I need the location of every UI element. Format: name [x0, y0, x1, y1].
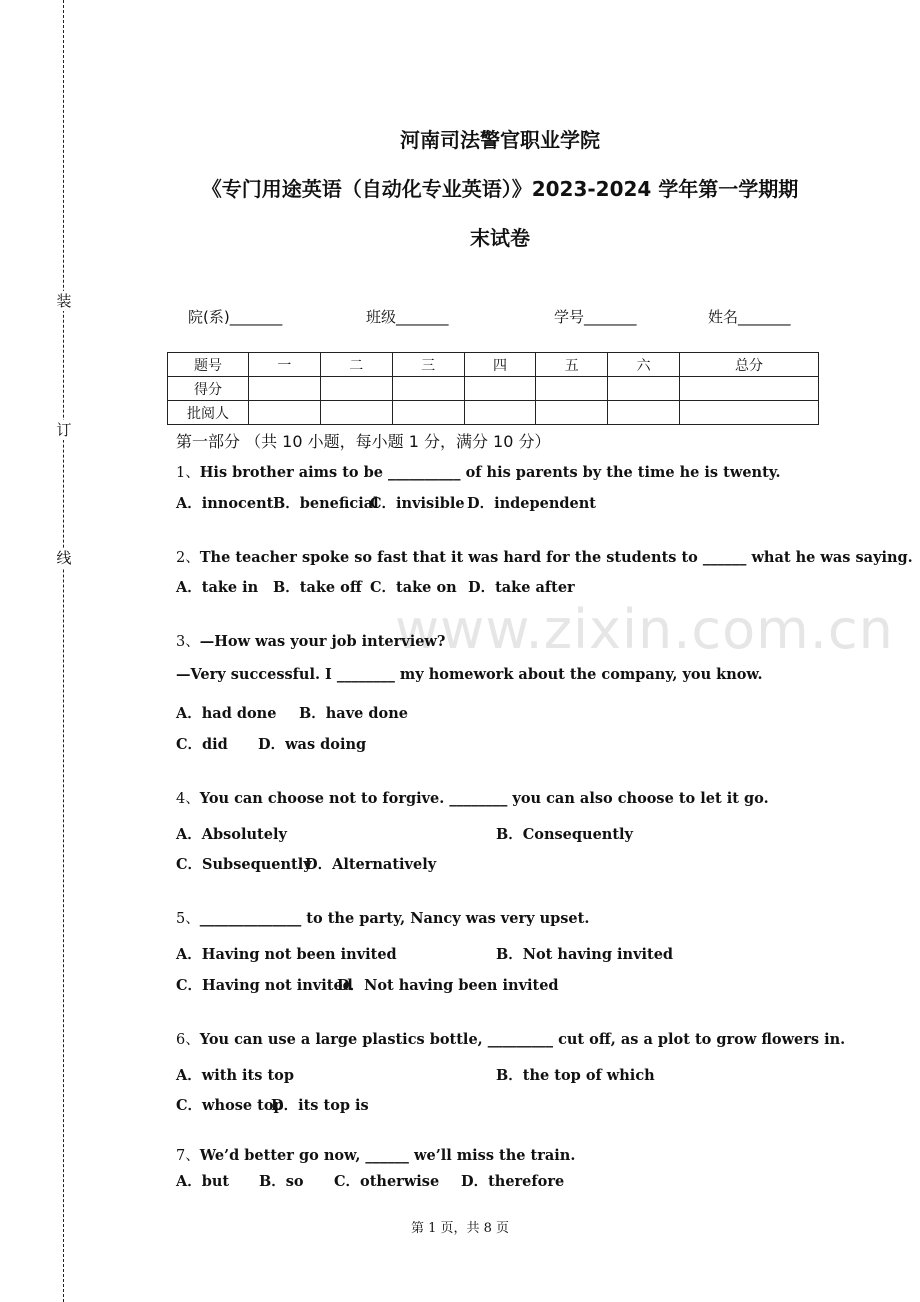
- question-3: [176, 630, 445, 651]
- score-header-cell: 一: [249, 353, 321, 377]
- q5-option-c[interactable]: C．Having not invited: [176, 977, 353, 994]
- score-header-cell: 三: [392, 353, 464, 377]
- q7-option-c[interactable]: C．otherwise: [334, 1173, 440, 1190]
- q4-option-d[interactable]: D．Alternatively: [305, 856, 437, 873]
- q4-option-a[interactable]: A．Absolutely: [176, 826, 287, 843]
- binding-char-xian: 线: [54, 548, 74, 568]
- q2-option-a[interactable]: A．take in: [176, 579, 259, 596]
- score-header-cell: 题号: [168, 353, 249, 377]
- grader-cell: [608, 401, 680, 425]
- student-info-row: [0, 306, 920, 330]
- grader-cell: [680, 401, 819, 425]
- name-field[interactable]: 姓名_______: [708, 308, 791, 326]
- q2-option-d[interactable]: D．take after: [468, 579, 575, 596]
- score-cell: [392, 377, 464, 401]
- question-1: [176, 461, 781, 482]
- q1-option-c[interactable]: C．invisible: [370, 495, 465, 512]
- grader-cell: [249, 401, 321, 425]
- question-text: You can use a large plastics bottle, _________ cut off, as a plot to grow flowers in.: [199, 1031, 846, 1048]
- question-text: The teacher spoke so fast that it was hard for the students to ______ what he was saying.: [199, 549, 913, 566]
- question-6: [176, 1028, 845, 1049]
- q5-option-a[interactable]: A．Having not been invited: [176, 946, 397, 963]
- q3-option-c[interactable]: C．did: [176, 736, 228, 753]
- q6-option-a[interactable]: A．with its top: [176, 1067, 294, 1084]
- q1-option-d[interactable]: D．independent: [467, 495, 596, 512]
- question-3-line-2: —Very successful. I ________ my homework about the company, you know.: [176, 666, 763, 683]
- score-table-header-row: [168, 353, 819, 377]
- exam-title: 《专门用途英语（自动化专业英语）》2023-2024 学年第一学期期: [201, 177, 799, 201]
- q2-option-c[interactable]: C．take on: [370, 579, 457, 596]
- watermark: www.zixin.com.cn: [395, 598, 894, 661]
- grader-cell: [536, 401, 608, 425]
- score-cell: [608, 377, 680, 401]
- class-field[interactable]: 班级_______: [366, 308, 449, 326]
- score-table: [167, 352, 819, 425]
- q4-option-c[interactable]: C．Subsequently: [176, 856, 312, 873]
- q1-option-a[interactable]: A．innocent: [176, 495, 274, 512]
- q6-option-d[interactable]: D．its top is: [271, 1097, 369, 1114]
- q7-option-a[interactable]: A．but: [176, 1173, 230, 1190]
- score-header-cell: 六: [608, 353, 680, 377]
- question-number: 3、: [176, 634, 200, 650]
- q7-option-d[interactable]: D．therefore: [461, 1173, 565, 1190]
- school-title: 河南司法警官职业学院: [400, 128, 600, 152]
- q6-option-b[interactable]: B．the top of which: [496, 1067, 655, 1084]
- q7-option-b[interactable]: B．so: [259, 1173, 304, 1190]
- section-title: 第一部分 （共 10 小题，每小题 1 分，满分 10 分）: [176, 432, 551, 451]
- grader-row-label: 批阅人: [168, 401, 249, 425]
- q6-option-c[interactable]: C．whose top: [176, 1097, 284, 1114]
- binding-dashed-line: [63, 0, 64, 1302]
- question-5: [176, 907, 589, 928]
- q5-option-b[interactable]: B．Not having invited: [496, 946, 674, 963]
- question-text: You can choose not to forgive. ________ you can also choose to let it go.: [199, 790, 769, 807]
- question-7: [176, 1144, 575, 1165]
- binding-char-zhuang: 装: [54, 291, 74, 311]
- score-cell: [680, 377, 819, 401]
- student-id-field[interactable]: 学号_______: [554, 308, 637, 326]
- q3-option-d[interactable]: D．was doing: [258, 736, 367, 753]
- q3-option-b[interactable]: B．have done: [299, 705, 408, 722]
- question-number: 7、: [176, 1148, 200, 1164]
- question-number: 6、: [176, 1032, 200, 1048]
- q3-option-a[interactable]: A．had done: [176, 705, 277, 722]
- question-number: 4、: [176, 791, 200, 807]
- score-header-cell: 总分: [680, 353, 819, 377]
- binding-char-ding: 订: [54, 420, 74, 440]
- question-text: We’d better go now, ______ we’ll miss the train.: [199, 1147, 576, 1164]
- q1-option-b[interactable]: B．beneficial: [273, 495, 379, 512]
- score-header-cell: 四: [464, 353, 536, 377]
- score-row-label: 得分: [168, 377, 249, 401]
- grader-cell: [392, 401, 464, 425]
- question-number: 5、: [176, 911, 200, 927]
- question-text: ______________ to the party, Nancy was very upset.: [199, 910, 590, 927]
- page-footer: 第 1 页，共 8 页: [410, 1221, 510, 1236]
- score-header-cell: 五: [536, 353, 608, 377]
- grader-cell: [320, 401, 392, 425]
- score-cell: [464, 377, 536, 401]
- question-number: 2、: [176, 550, 200, 566]
- question-2: [176, 546, 913, 567]
- question-text: His brother aims to be __________ of his parents by the time he is twenty.: [199, 464, 781, 481]
- q5-option-d[interactable]: D．Not having been invited: [337, 977, 559, 994]
- score-cell: [249, 377, 321, 401]
- q2-option-b[interactable]: B．take off: [273, 579, 362, 596]
- score-cell: [320, 377, 392, 401]
- grader-cell: [464, 401, 536, 425]
- q4-option-b[interactable]: B．Consequently: [496, 826, 633, 843]
- exam-title-cont: 末试卷: [470, 226, 530, 250]
- score-cell: [536, 377, 608, 401]
- question-text: —How was your job interview?: [199, 633, 446, 650]
- dept-field[interactable]: 院(系)_______: [188, 308, 283, 326]
- question-4: [176, 787, 769, 808]
- score-table-row: [168, 377, 819, 401]
- score-header-cell: 二: [320, 353, 392, 377]
- question-number: 1、: [176, 465, 200, 481]
- grader-table-row: [168, 401, 819, 425]
